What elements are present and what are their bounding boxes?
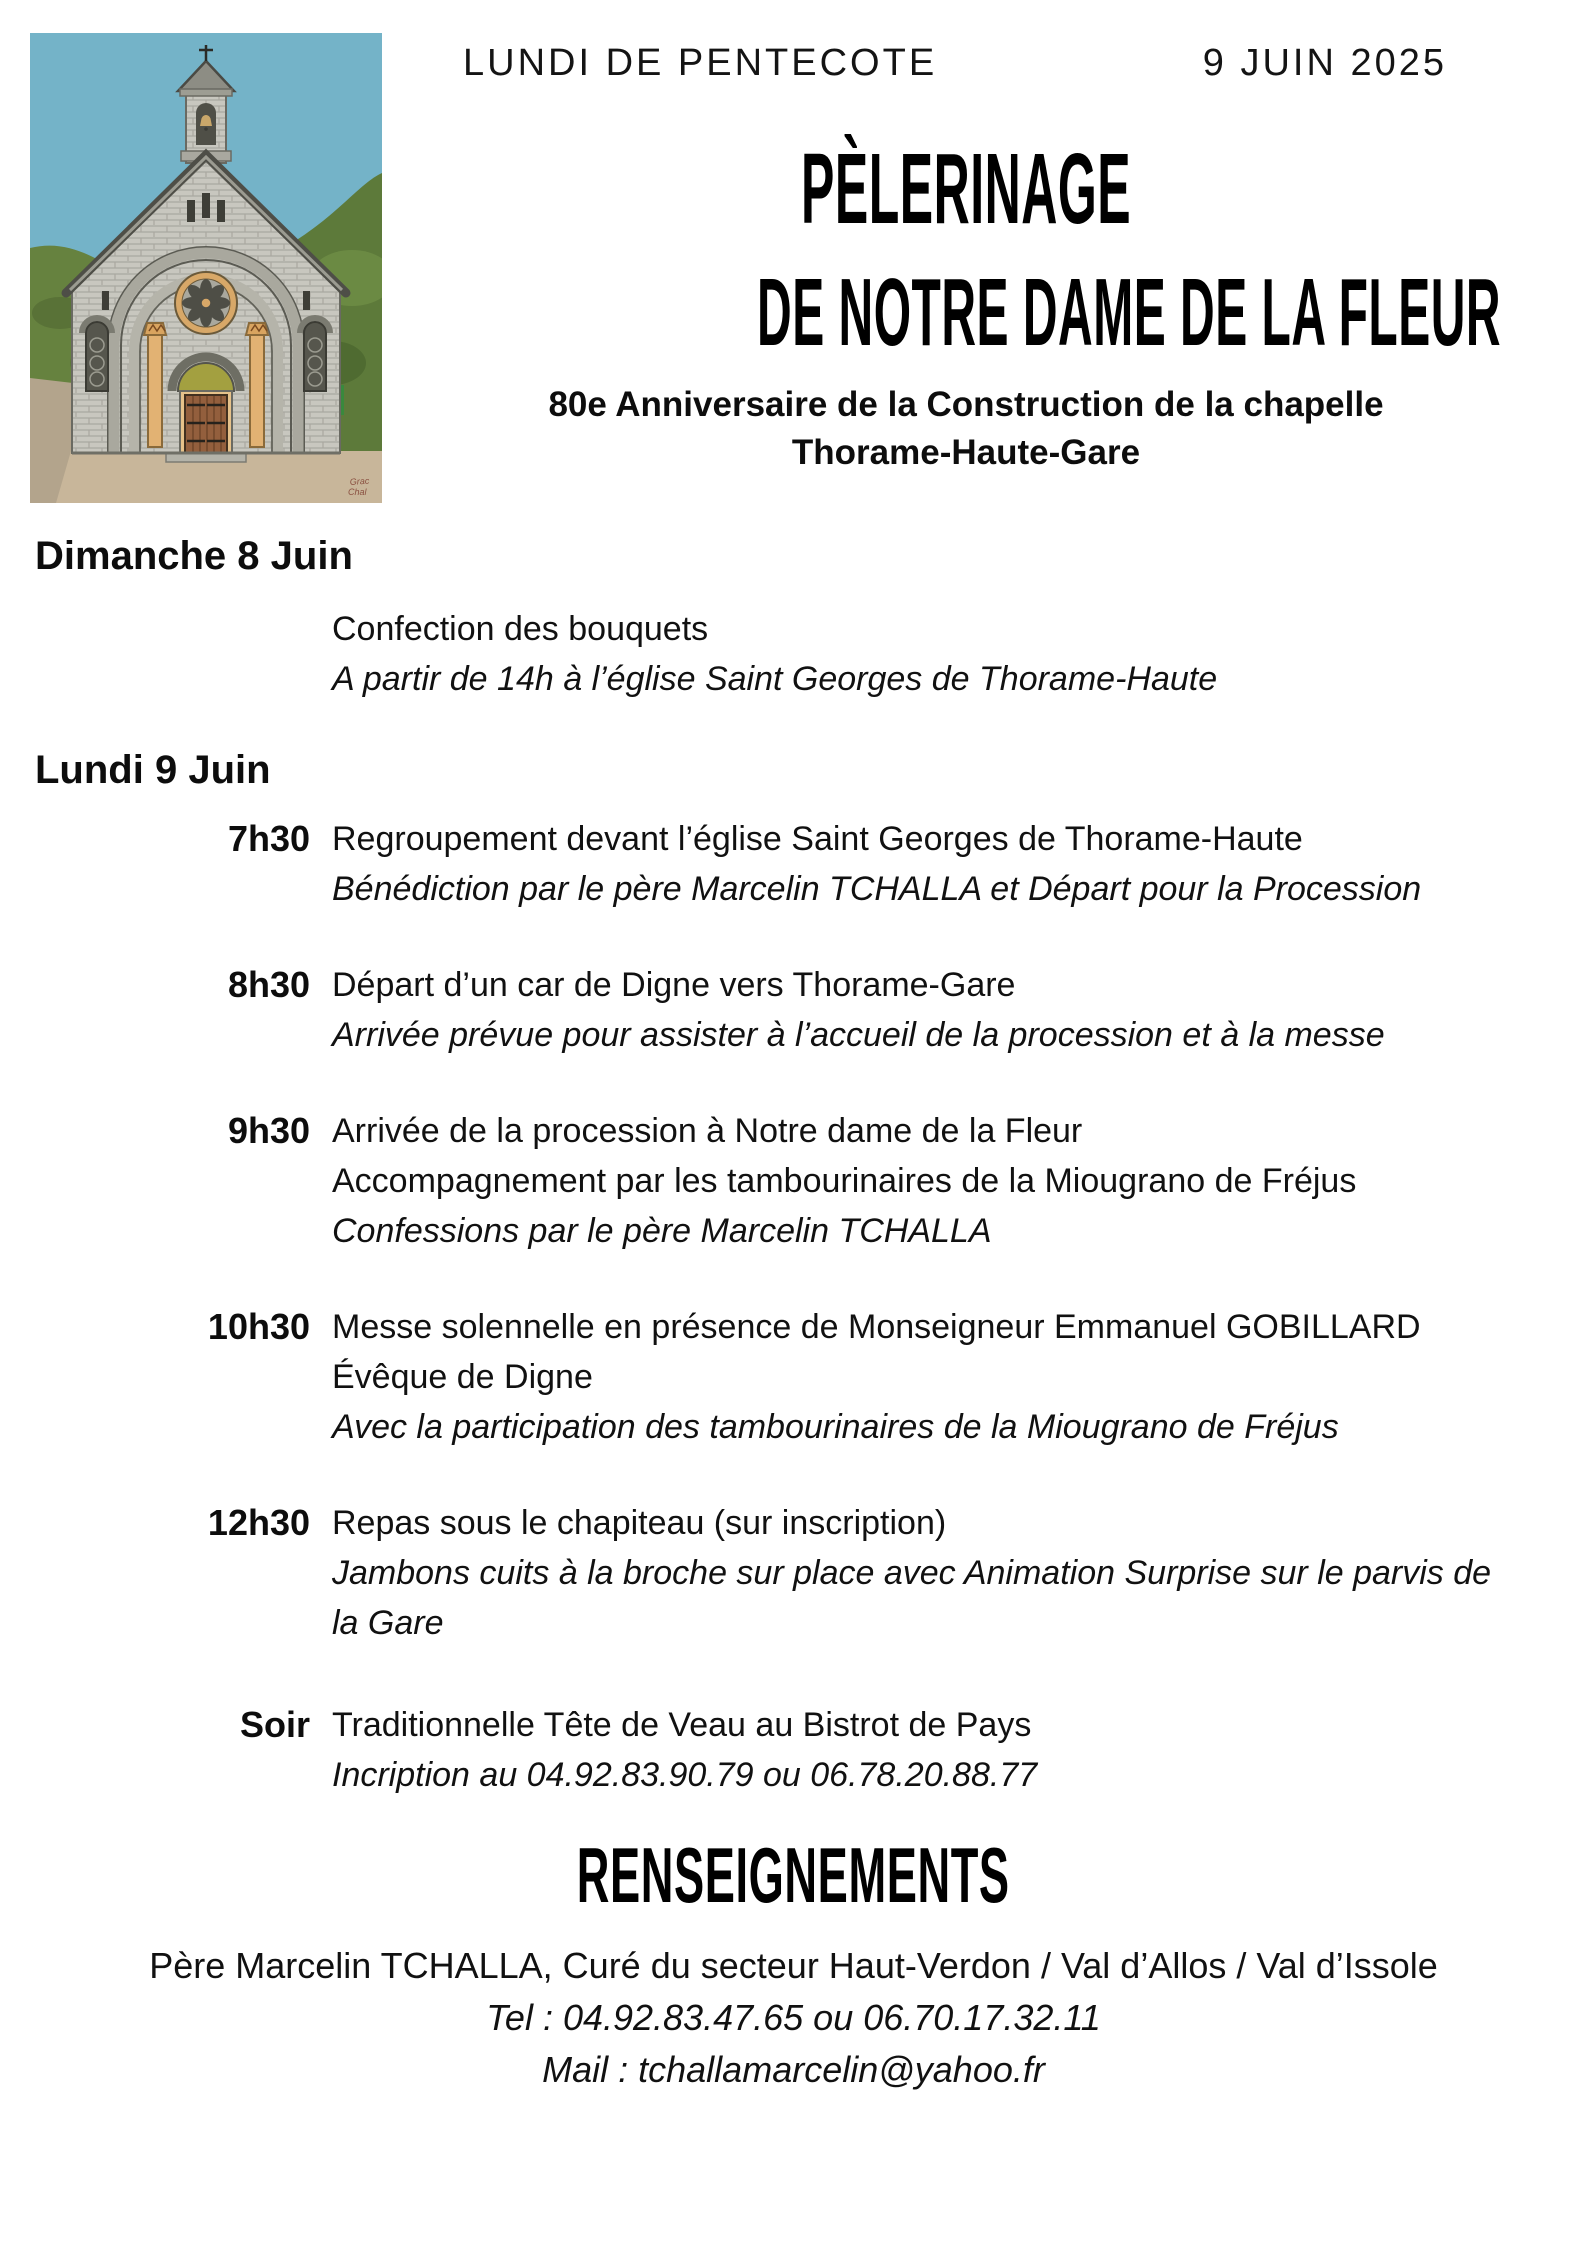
item-text: Arrivée de la procession à Notre dame de la Fleur (332, 1112, 1083, 1150)
item-time: 7h30 (227, 818, 310, 859)
schedule-item (100, 960, 1587, 1060)
item-lines (332, 1498, 1497, 1648)
poster-title-line1: PÈLERINAGE (800, 133, 1132, 245)
item-note: Avec la participation des tambourinaires de la Miougrano de Fréjus (332, 1408, 1339, 1446)
footer-heading: RENSEIGNEMENTS (577, 1831, 1010, 1919)
item-note: Incription au 04.92.83.90.79 ou 06.78.20.88.77 (332, 1756, 1038, 1794)
poster-header (385, 42, 1547, 478)
svg-text:Chal: Chal (348, 487, 367, 497)
day-heading-dimanche: Dimanche 8 Juin (35, 534, 353, 578)
item-text: Accompagnement par les tambourinaires de la Miougrano de Fréjus (332, 1162, 1357, 1200)
footer-contact: Père Marcelin TCHALLA, Curé du secteur Haut-Verdon / Val d’Allos / Val d’Issole (149, 1945, 1438, 1986)
item-note: A partir de 14h à l’église Saint Georges de Thorame-Haute (332, 660, 1218, 698)
item-note: Bénédiction par le père Marcelin TCHALLA et Départ pour la Procession (332, 870, 1422, 908)
poster-subtitle-line1: 80e Anniversaire de la Construction de la chapelle (548, 385, 1384, 424)
item-note: Jambons cuits à la broche sur place avec Animation Surprise sur le parvis de la Gare (332, 1554, 1492, 1642)
item-text: Repas sous le chapiteau (sur inscription) (332, 1504, 947, 1542)
svg-text:Grac: Grac (349, 475, 370, 487)
schedule-item (100, 1302, 1587, 1452)
poster-title-line2: DE NOTRE DAME DE LA FLEUR (757, 259, 1502, 366)
item-lines (332, 1106, 1497, 1256)
item-time: 8h30 (227, 964, 310, 1005)
item-lines (332, 604, 1497, 704)
item-time: Soir (239, 1704, 310, 1745)
item-text: Messe solennelle en présence de Monseigneur Emmanuel GOBILLARD Évêque de Digne (332, 1308, 1421, 1396)
poster-subtitle-line2: Thorame-Haute-Gare (791, 433, 1141, 473)
item-time: 10h30 (207, 1306, 310, 1347)
footer-tel: Tel : 04.92.83.47.65 ou 06.70.17.32.11 (486, 1997, 1101, 2038)
item-lines (332, 1302, 1497, 1452)
item-text: Confection des bouquets (332, 610, 709, 648)
schedule-item (100, 1498, 1587, 1648)
poster-footer (0, 1831, 1587, 2096)
item-time: 9h30 (227, 1110, 310, 1151)
item-note: Confessions par le père Marcelin TCHALLA (332, 1212, 992, 1250)
event-date: 9 JUIN 2025 (1202, 42, 1447, 84)
item-note: Arrivée prévue pour assister à l’accueil de la procession et à la messe (332, 1016, 1385, 1054)
schedule-item (100, 814, 1587, 914)
item-time (100, 604, 310, 704)
item-lines (332, 814, 1497, 914)
schedule-item (100, 1700, 1587, 1800)
item-lines (332, 1700, 1497, 1800)
day-heading-lundi: Lundi 9 Juin (35, 748, 271, 792)
schedule-item (100, 1106, 1587, 1256)
footer-mail: Mail : tchallamarcelin@yahoo.fr (542, 2049, 1045, 2090)
item-lines (332, 960, 1497, 1060)
item-text: Regroupement devant l’église Saint Georges de Thorame-Haute (332, 820, 1303, 858)
schedule-item (100, 604, 1587, 704)
event-label: LUNDI DE PENTECOTE (463, 42, 938, 84)
item-text: Départ d’un car de Digne vers Thorame-Gare (332, 966, 1016, 1004)
item-time: 12h30 (207, 1502, 310, 1543)
header-row (385, 42, 1547, 85)
chapel-painting (30, 33, 382, 503)
chapel-painting-image (30, 33, 382, 503)
item-text: Traditionnelle Tête de Veau au Bistrot de Pays (332, 1706, 1032, 1744)
